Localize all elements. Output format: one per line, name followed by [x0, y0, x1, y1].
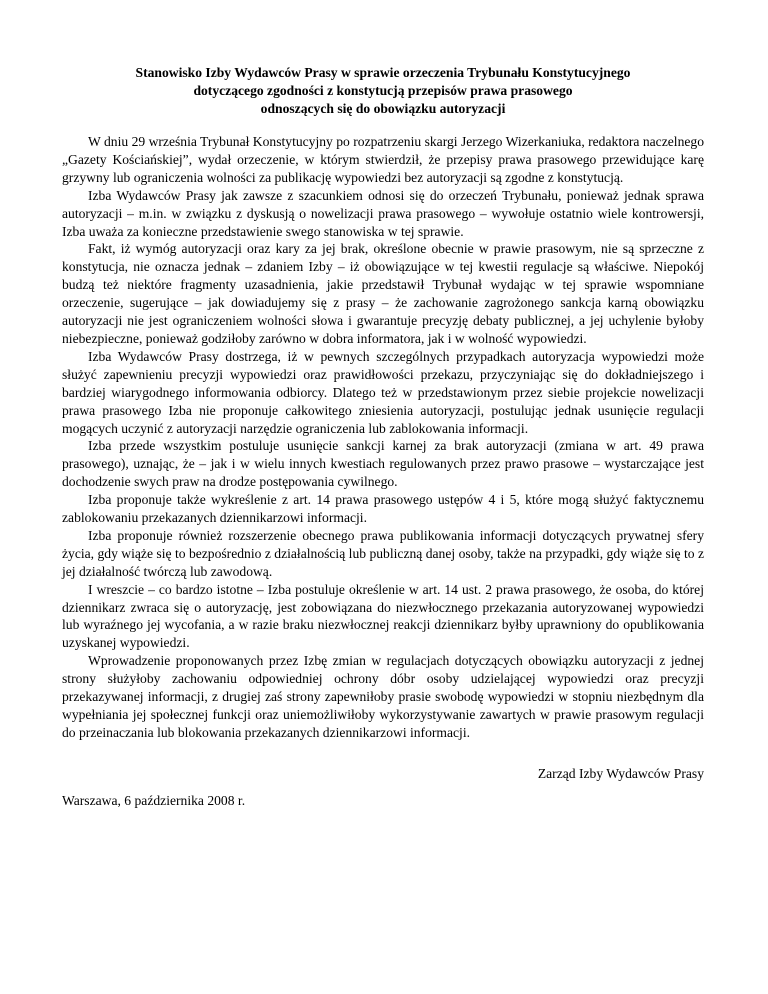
paragraph: Izba proponuje również rozszerzenie obecnego prawa publikowania informacji dotyczących prywatnej sfery życia, gdy wiąże się to bezpośrednio z działalnością lub publiczną danej osoby, także na przypadki, gdy wiąże się to z jej działalność twórczą lub zawodową. — [62, 527, 704, 579]
document-page — [62, 64, 704, 810]
paragraph: Izba proponuje także wykreślenie z art. 14 prawa prasowego ustępów 4 i 5, które mogą służyć faktycznemu zablokowaniu przekazanych dziennikarzowi informacji. — [62, 492, 704, 526]
paragraph: Izba Wydawców Prasy jak zawsze z szacunkiem odnosi się do orzeczeń Trybunału, ponieważ jednak sprawa autoryzacji – m.in. w związku z dyskusją o nowelizacji prawa prasowego – wywołuje ostatnio wiele kontrowersji, Izba uważa za konieczne przedstawienie swego stanowiska w tej sprawie. — [62, 187, 704, 239]
title-line: odnoszących się do obowiązku autoryzacji — [260, 101, 506, 116]
document-body — [62, 133, 704, 742]
paragraph: I wreszcie – co bardzo istotne – Izba postuluje określenie w art. 14 ust. 2 prawa prasowego, że osoba, do której dziennikarz zwraca się o autoryzację, jest zobowiązana do niezwłocznego przekazania autoryzowanej wypowiedzi lub wyraźnego jej wycofania, a w razie braku niezwłocznej reakcji dziennikarz byłby uprawniony do opublikowania uzyskanej wypowiedzi. — [62, 581, 704, 651]
paragraph: Wprowadzenie proponowanych przez Izbę zmian w regulacjach dotyczących obowiązku autoryzacji z jednej strony służyłoby zachowaniu odpowiedniej ochrony dóbr osoby udzielającej wypowiedzi oraz precyzji przekazywanej informacji, z drugiej zaś strony zapewniłoby prasie swobodę wypowiedzi w stopniu niezbędnym dla wypełniania jej społecznej funkcji oraz uniemożliwiłoby wykorzystywanie zawartych w prawie prasowym regulacji do przeinaczania lub blokowania przekazanych dziennikarzowi informacji. — [62, 653, 704, 740]
place-date: Warszawa, 6 października 2008 r. — [62, 792, 246, 808]
paragraph: W dniu 29 września Trybunał Konstytucyjny po rozpatrzeniu skargi Jerzego Wizerkaniuka, redaktora naczelnego „Gazety Kościańskiej”, wydał orzeczenie, w którym stwierdził, że przepisy prawa prasowego przewidujące karę grzywny lub ograniczenia wolności za publikację wypowiedzi bez autoryzacji są zgodne z konstytucją. — [62, 134, 704, 185]
paragraph: Izba Wydawców Prasy dostrzega, iż w pewnych szczególnych przypadkach autoryzacja wypowiedzi może służyć zapewnieniu precyzji wypowiedzi oraz prawidłowości przekazu, przyczyniając się do dokładniejszego i bardziej wiarygodnego informowania odbiorcy. Dlatego też w przedstawionym przez siebie projekcie nowelizacji prawa prasowego Izba nie proponuje całkowitego zniesienia autoryzacji, postulując jednak usunięcie regulacji mogących uczynić z autoryzacji narzędzie ograniczenia lub zablokowania informacji. — [62, 348, 704, 436]
signature: Zarząd Izby Wydawców Prasy — [537, 765, 704, 781]
title-line: Stanowisko Izby Wydawców Prasy w sprawie orzeczenia Trybunału Konstytucyjnego — [135, 65, 631, 80]
title-line: dotyczącego zgodności z konstytucją przepisów prawa prasowego — [193, 83, 573, 98]
paragraph: Izba przede wszystkim postuluje usunięcie sankcji karnej za brak autoryzacji (zmiana w art. 49 prawa prasowego), uznając, że – jak i w wielu innych kwestiach regulowanych przez prawo prasowe – wystarczające jest dochodzenie swych praw na drodze postępowania cywilnego. — [62, 438, 704, 490]
paragraph: Fakt, iż wymóg autoryzacji oraz kary za jej brak, określone obecnie w prawie prasowym, nie są sprzeczne z konstytucja, nie oznacza jednak – zdaniem Izby – iż obowiązujące w tej kwestii regulacje są właściwe. Niepokój budzą też niektóre fragmenty uzasadnienia, jakie przedstawił Trybunał wydając w tej sprawie wspomniane orzeczenie, sugerujące – jak dowiadujemy się z prasy – że zachowanie zagrożonego sankcja karną obowiązku autoryzacji nie jest ograniczeniem wolności słowa i gwarantuje precyzję debaty publicznej, a jej uchylenie byłoby niebezpieczne, ponieważ godziłoby zarówno w dobra informatora, jak i w wolność wypowiedzi. — [62, 241, 704, 346]
document-title — [62, 64, 704, 118]
